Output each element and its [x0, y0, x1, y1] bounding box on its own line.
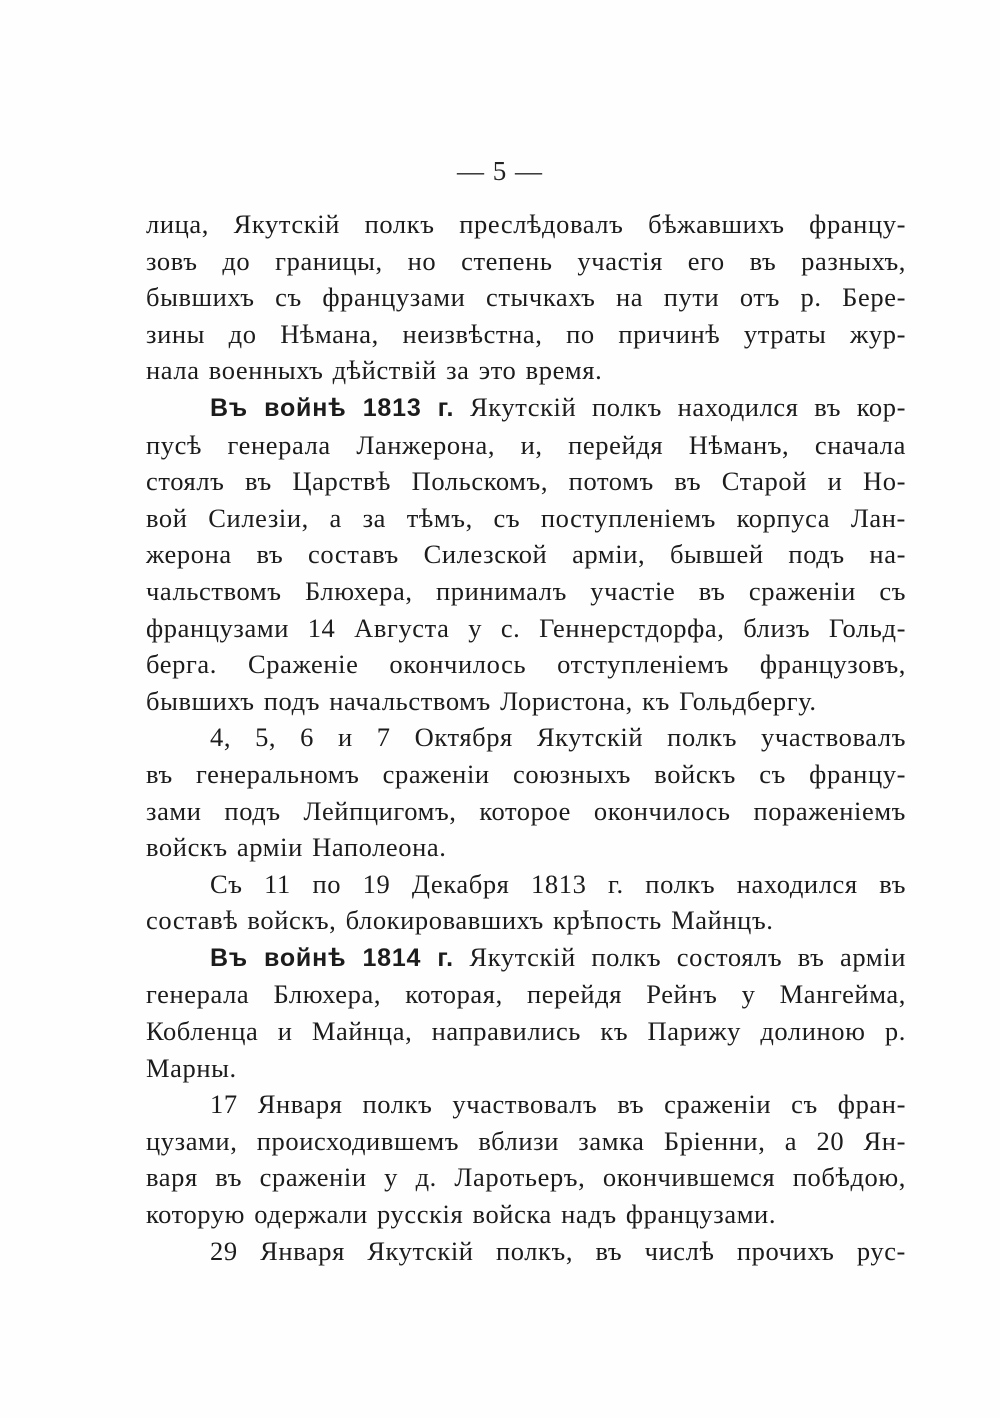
text-line: войскъ арміи Наполеона. — [146, 832, 447, 863]
text-line: генерала Блюхера, которая, перейдя Рейнъ у Мангейма, — [146, 979, 906, 1010]
section-heading: Въ войнѣ 1814 г. — [210, 943, 454, 972]
text-line: стоялъ въ Царствѣ Польскомъ, потомъ въ Старой и Но- — [146, 466, 906, 497]
section-heading: Въ войнѣ 1813 г. — [210, 393, 455, 422]
text-run: Якутскій полкъ находился въ кор- — [469, 391, 907, 422]
page-number: — 5 — — [457, 156, 543, 186]
text-line: зины до Нѣмана, неизвѣстна, по причинѣ утраты жур- — [146, 318, 906, 349]
paragraph — [146, 1086, 906, 1232]
text-line: чальствомъ Блюхера, принималъ участіе въ сраженіи съ — [146, 575, 906, 606]
text-line: вой Силезіи, а за тѣмъ, съ поступленіемъ корпуса Лан- — [146, 502, 906, 533]
text-line: которую одержали русскія войска надъ французами. — [146, 1199, 777, 1230]
text-line: составѣ войскъ, блокировавшихъ крѣпость Майнцъ. — [146, 905, 774, 936]
text-line: зовъ до границы, но степень участія его въ разныхъ, — [146, 245, 906, 276]
text-line: зами подъ Лейпцигомъ, которое окончилось пораженіемъ — [146, 795, 906, 826]
text-line: бывшихъ подъ начальствомъ Лористона, къ Гольдбергу. — [146, 685, 817, 716]
text-line: французами 14 Августа у с. Геннерстдорфа, близъ Гольд- — [146, 612, 906, 643]
text-line: въ генеральномъ сраженіи союзныхъ войскъ съ францу- — [146, 758, 906, 789]
paragraph — [146, 719, 906, 865]
text-line: 17 Января полкъ участвовалъ въ сраженіи съ фран- — [210, 1089, 906, 1120]
text-line: варя въ сраженіи у д. Ларотьеръ, окончившемся побѣдою, — [146, 1162, 906, 1193]
text-line: бывшихъ съ французами стычкахъ на пути отъ р. Бере- — [146, 282, 906, 313]
text-line — [146, 389, 906, 427]
text-line: Съ 11 по 19 Декабря 1813 г. полкъ находился въ — [210, 868, 906, 899]
paragraph — [146, 206, 906, 389]
text-line: Марны. — [146, 1052, 237, 1083]
text-line: нала военныхъ дѣйствій за это время. — [146, 355, 603, 386]
text-line — [146, 939, 906, 977]
paragraph — [146, 866, 906, 939]
text-line: Кобленца и Майнца, направились къ Парижу долиною р. — [146, 1016, 906, 1047]
text-line: жерона въ составъ Силезской арміи, бывшей подъ на- — [146, 539, 906, 570]
paragraph — [146, 389, 906, 719]
text-run: Якутскій полкъ состоялъ въ арміи — [469, 941, 906, 972]
paragraph — [146, 1233, 906, 1270]
text-line: лица, Якутскій полкъ преслѣдовалъ бѣжавшихъ францу- — [146, 209, 906, 239]
text-line: пусѣ генерала Ланжерона, и, перейдя Нѣманъ, сначала — [146, 429, 906, 460]
paragraph — [146, 939, 906, 1086]
text-line: 4, 5, 6 и 7 Октября Якутскій полкъ участвовалъ — [210, 722, 906, 753]
text-line: 29 Января Якутскій полкъ, въ числѣ прочихъ рус- — [210, 1235, 906, 1266]
body-text — [146, 206, 906, 1269]
text-line: цузами, происходившемъ вблизи замка Бріенни, а 20 Ян- — [146, 1125, 906, 1156]
text-line: берга. Сраженіе окончилось отступленіемъ французовъ, — [146, 649, 906, 680]
